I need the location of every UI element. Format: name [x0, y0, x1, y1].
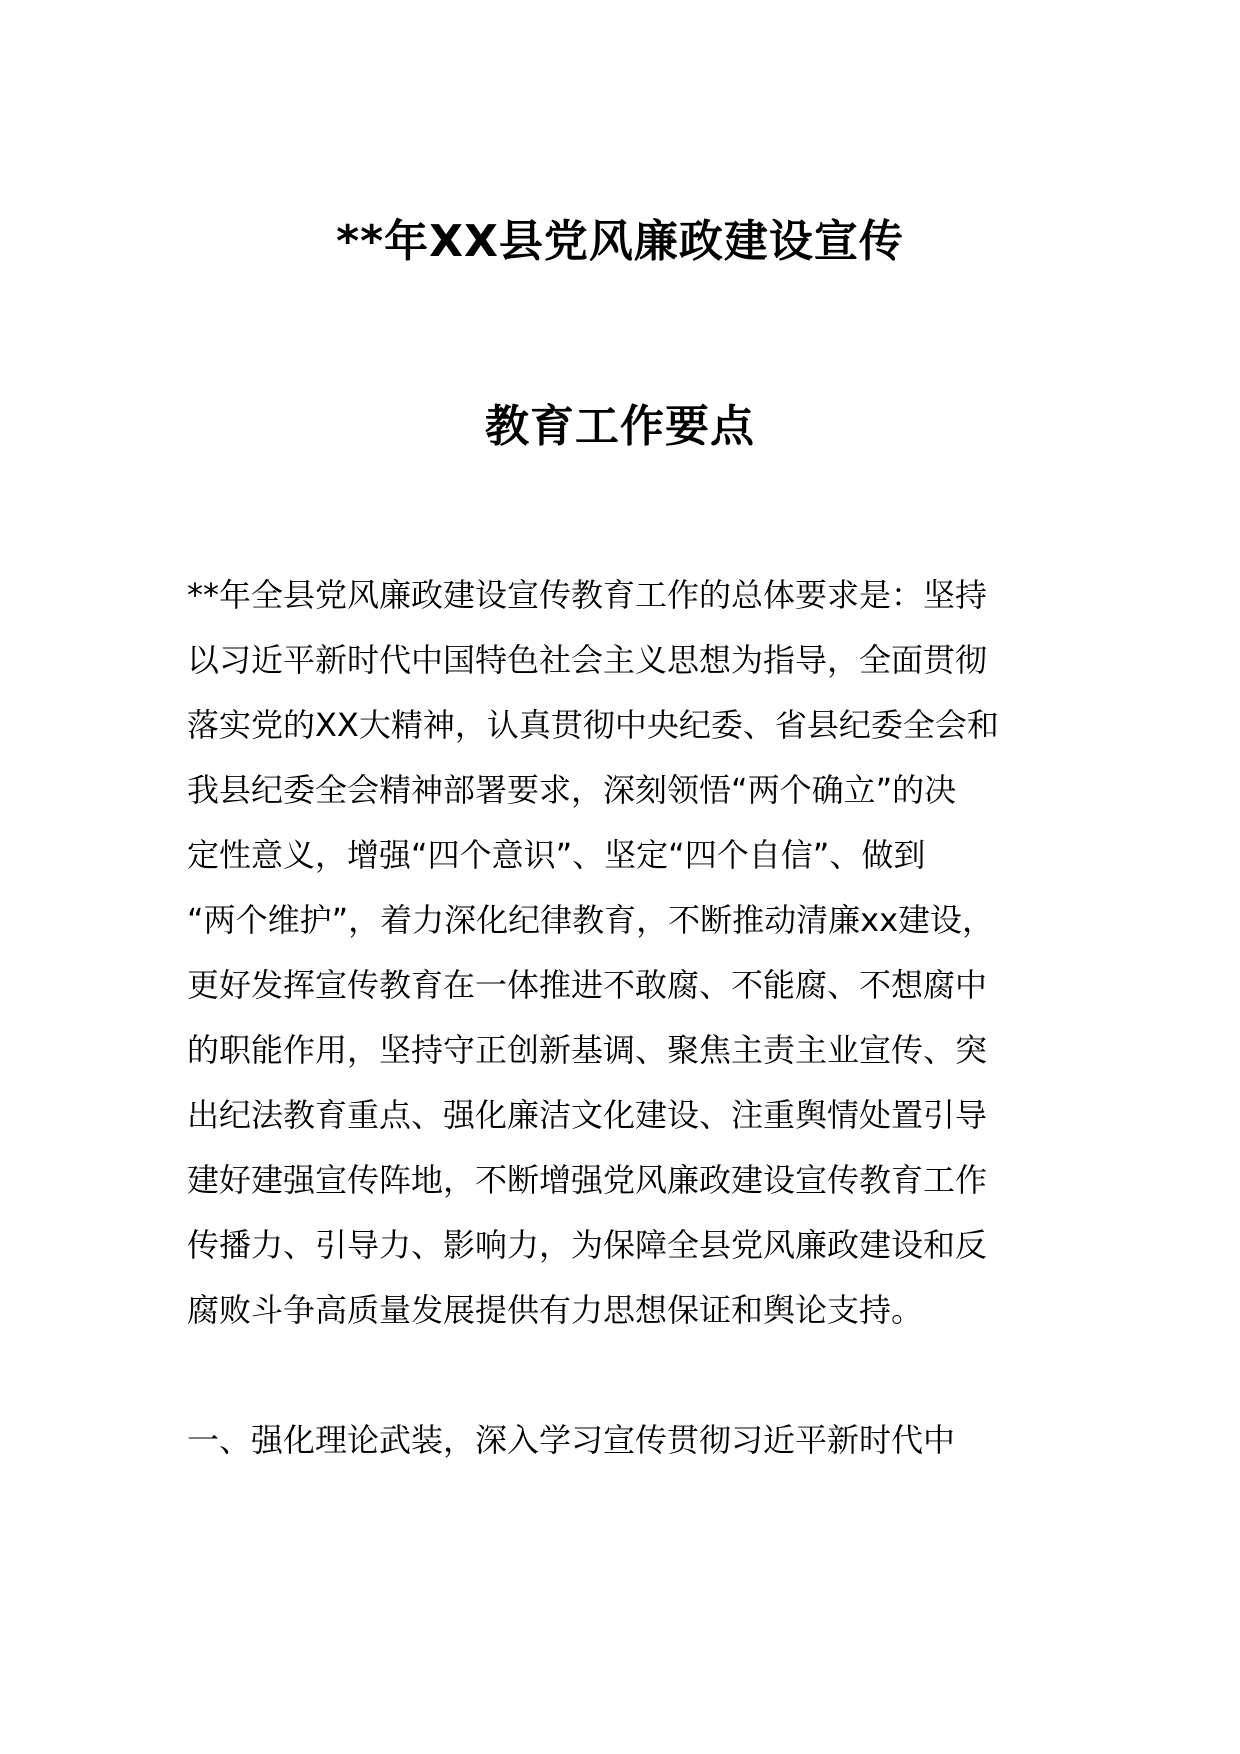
paragraph-line: 更好发挥宣传教育在一体推进不敢腐、不能腐、不想腐中 [187, 966, 988, 1004]
document-title-line-1: **年XX县党风廉政建设宣传 [336, 216, 904, 267]
paragraph-line: 我县纪委全会精神部署要求，深刻领悟“两个确立”的决 [187, 771, 957, 809]
paragraph-line: 腐败斗争高质量发展提供有力思想保证和舆论支持。 [187, 1291, 924, 1329]
paragraph-line: 落实党的XX大精神，认真贯彻中央纪委、省县纪委全会和 [187, 706, 999, 744]
paragraph-line: 出纪法教育重点、强化廉洁文化建设、注重舆情处置引导 [187, 1096, 988, 1134]
paragraph-line: 的职能作用，坚持守正创新基调、聚焦主责主业宣传、突 [187, 1031, 988, 1069]
paragraph-line: 建好建强宣传阵地，不断增强党风廉政建设宣传教育工作 [187, 1161, 988, 1199]
section-heading: 一、强化理论武装，深入学习宣传贯彻习近平新时代中 [187, 1421, 956, 1459]
paragraph-line: 定性意义，增强“四个意识”、坚定“四个自信”、做到 [187, 836, 926, 874]
paragraph-line: 传播力、引导力、影响力，为保障全县党风廉政建设和反 [187, 1226, 988, 1264]
paragraph-line: “两个维护”，着力深化纪律教育，不断推动清廉xx建设， [187, 901, 995, 939]
paragraph-line: **年全县党风廉政建设宣传教育工作的总体要求是：坚持 [187, 576, 988, 614]
paragraph-line: 以习近平新时代中国特色社会主义思想为指导，全面贯彻 [187, 641, 988, 679]
document-title-line-2: 教育工作要点 [485, 401, 755, 452]
